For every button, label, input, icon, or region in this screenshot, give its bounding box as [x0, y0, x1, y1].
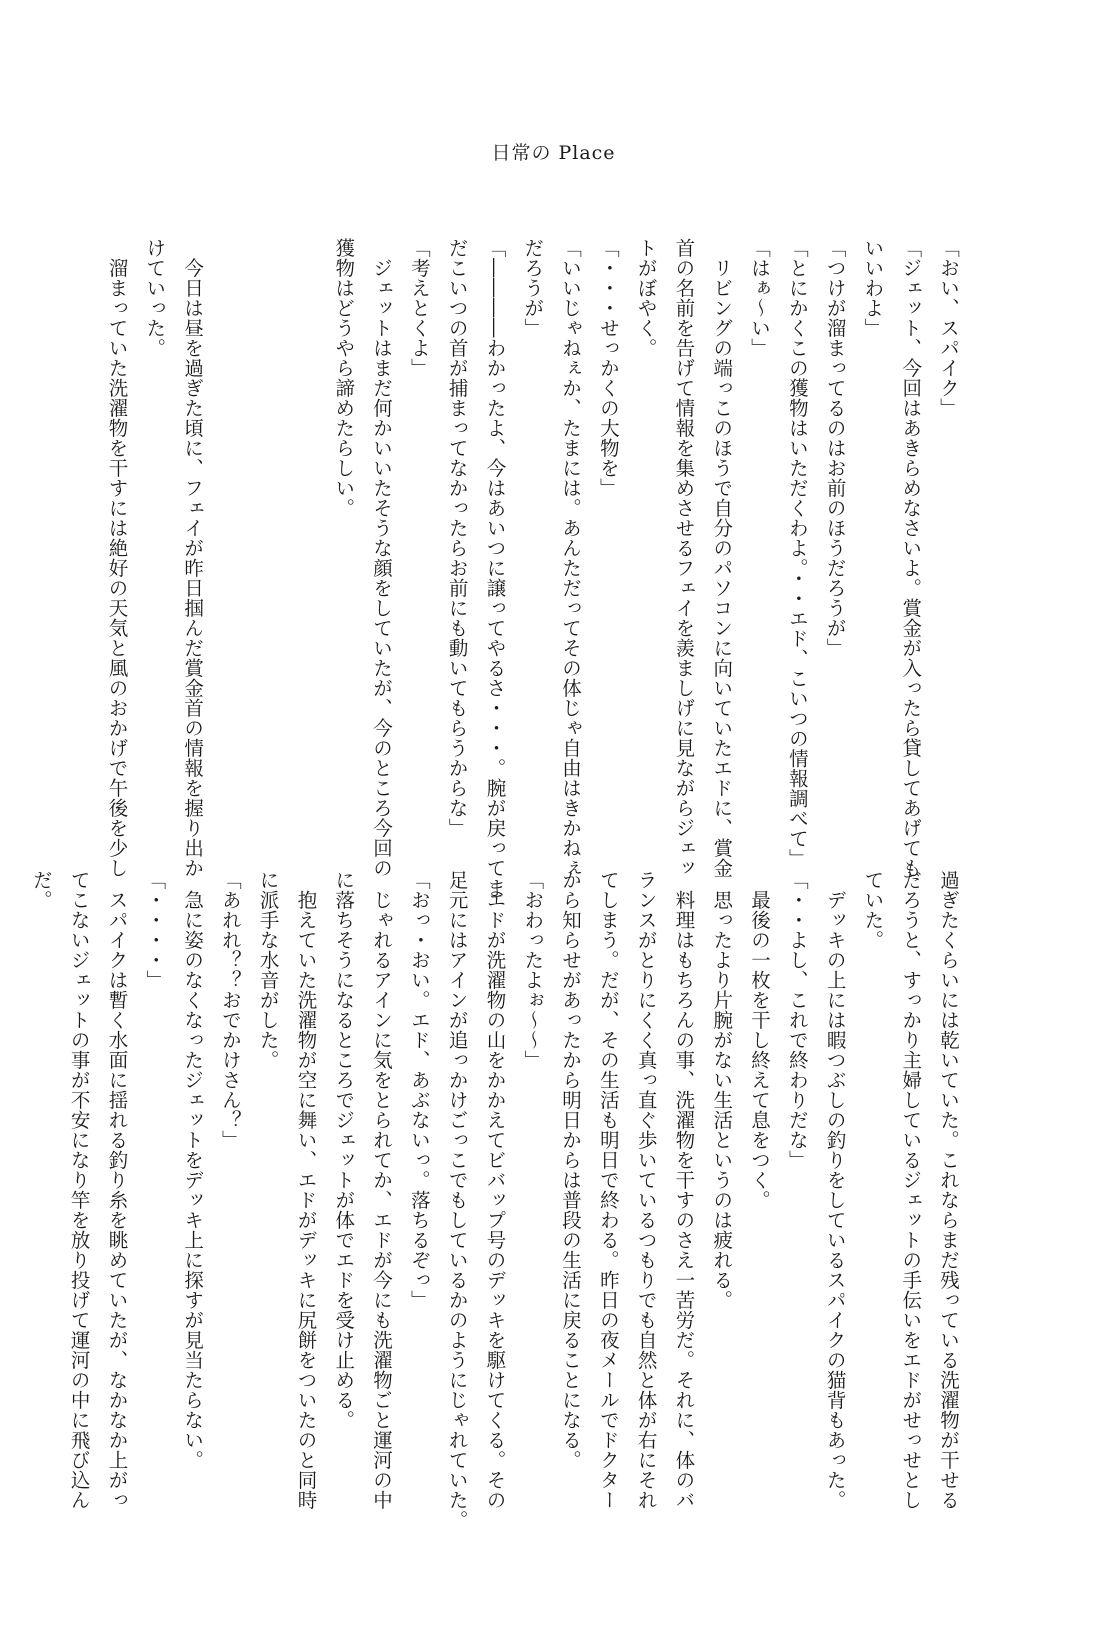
text-line: 「考えとくよ」	[407, 238, 431, 378]
text-line: リビングの端っこのほうで自分のパソコンに向いていたエドに、賞金	[710, 238, 734, 878]
text-line: だろうと、すっかり主婦しているジェットの手伝いをエドがせっせとし	[899, 870, 923, 1510]
text-line: ジェットはまだ何かいいたそうな顔をしていたが、今のところ今回の	[370, 238, 394, 878]
lower-text-block	[22, 870, 967, 1530]
text-line: から知らせがあったから明日からは普段の生活に戻ることになる。	[559, 870, 583, 1470]
text-line: 足元にはアインが追っかけごっこでもしているかのようにじゃれていた。	[445, 870, 469, 1530]
text-line: に派手な水音がした。	[256, 870, 280, 1070]
text-line	[287, 238, 325, 793]
text-line: 首の名前を告げて情報を集めさせるフェイを羨ましげに見ながらジェッ	[672, 238, 696, 878]
text-line: 「いいじゃねぇか、たまには。あんただってその体じゃ自由はきかねぇ	[559, 238, 583, 878]
text-line: 料理はもちろんの事、洗濯物を干すのさえ一苦労だ。それに、体のバ	[672, 870, 696, 1510]
text-line: 「ジェット、今回はあきらめなさいよ。賞金が入ったら貸してあげても	[899, 238, 923, 878]
text-line: 今日は昼を過ぎた頃に、フェイが昨日掴んだ賞金首の情報を握り出か	[181, 238, 205, 878]
text-line: 抱えていた洗濯物が空に舞い、エドがデッキに尻餅をついたのと同時	[294, 870, 318, 1510]
text-line: 「・・・・」	[143, 870, 167, 990]
text-line: 獲物はどうやら諦めたらしい。	[332, 238, 356, 518]
text-line	[249, 238, 287, 793]
text-line: てしまう。だが、その生活も明日で終わる。昨日の夜メールでドクター	[596, 870, 620, 1510]
text-line: 「おわったよぉ〜〜」	[521, 870, 545, 1070]
text-line: デッキの上には暇つぶしの釣りをしているスパイクの猫背もあった。	[823, 870, 847, 1510]
text-line: 溜まっていた洗濯物を干すには絶好の天気と風のおかげで午後を少し	[105, 238, 129, 878]
text-line: 「・・・せっかくの大物を」	[596, 238, 620, 498]
text-line: 「あれれ？？おでかけさん？」	[218, 870, 242, 1150]
text-line: ていた。	[861, 870, 885, 950]
text-line: だこいつの首が捕まってなかったらお前にも動いてもらうからな」	[445, 238, 469, 838]
text-line: 思ったより片腕がない生活というのは疲れる。	[710, 870, 734, 1310]
text-line: 急に姿のなくなったジェットをデッキ上に探すが見当たらない。	[181, 870, 205, 1470]
text-line: 「とにかくこの獲物はいただくわよ。・・エド、こいつの情報調べて」	[785, 238, 809, 869]
text-line: に落ちそうになるところでジェットが体でエドを受け止める。	[332, 870, 356, 1430]
text-line: エドが洗濯物の山をかかえてビバップ号のデッキを駆けてくる。その	[483, 870, 507, 1510]
text-line	[211, 238, 249, 793]
page-title: 日常の Place	[491, 142, 616, 164]
text-line: いいわよ」	[861, 238, 885, 338]
text-line: トがぼやく。	[634, 238, 658, 358]
text-line: スパイクは暫く水面に揺れる釣り糸を眺めていたが、なかなか上がっ	[105, 870, 129, 1510]
text-line: 最後の一枚を干し終えて息をつく。	[748, 870, 772, 1210]
text-line: 過ぎたくらいには乾いていた。これならまだ残っている洗濯物が干せる	[937, 870, 960, 1510]
text-line: 「おっ・おい。エド、あぶないっ。落ちるぞっ」	[407, 870, 431, 1310]
upper-text-block	[98, 238, 967, 898]
text-line: てこないジェットの事が不安になり竿を放り投げて運河の中に飛び込ん	[67, 870, 91, 1510]
text-line: だ。	[29, 870, 53, 910]
text-line: 「おい、スパイク」	[937, 238, 960, 418]
text-line: 「はぁ〜い」	[748, 238, 772, 358]
text-line: じゃれるアインに気をとられてか、エドが今にも洗濯物ごと運河の中	[370, 870, 394, 1510]
text-line: ランスがとりにくく真っ直ぐ歩いているつもりでも自然と体が右にそれ	[634, 870, 658, 1510]
text-line: 「つけが溜まってるのはお前のほうだろうが」	[823, 238, 847, 658]
text-line: だろうが」	[521, 238, 545, 338]
text-line: 「・・よし、これで終わりだな」	[785, 870, 809, 1170]
text-line: けていった。	[143, 238, 167, 358]
text-line: 「――――わかったよ、今はあいつに譲ってやるさ・・・。腕が戻ってま	[483, 238, 507, 898]
